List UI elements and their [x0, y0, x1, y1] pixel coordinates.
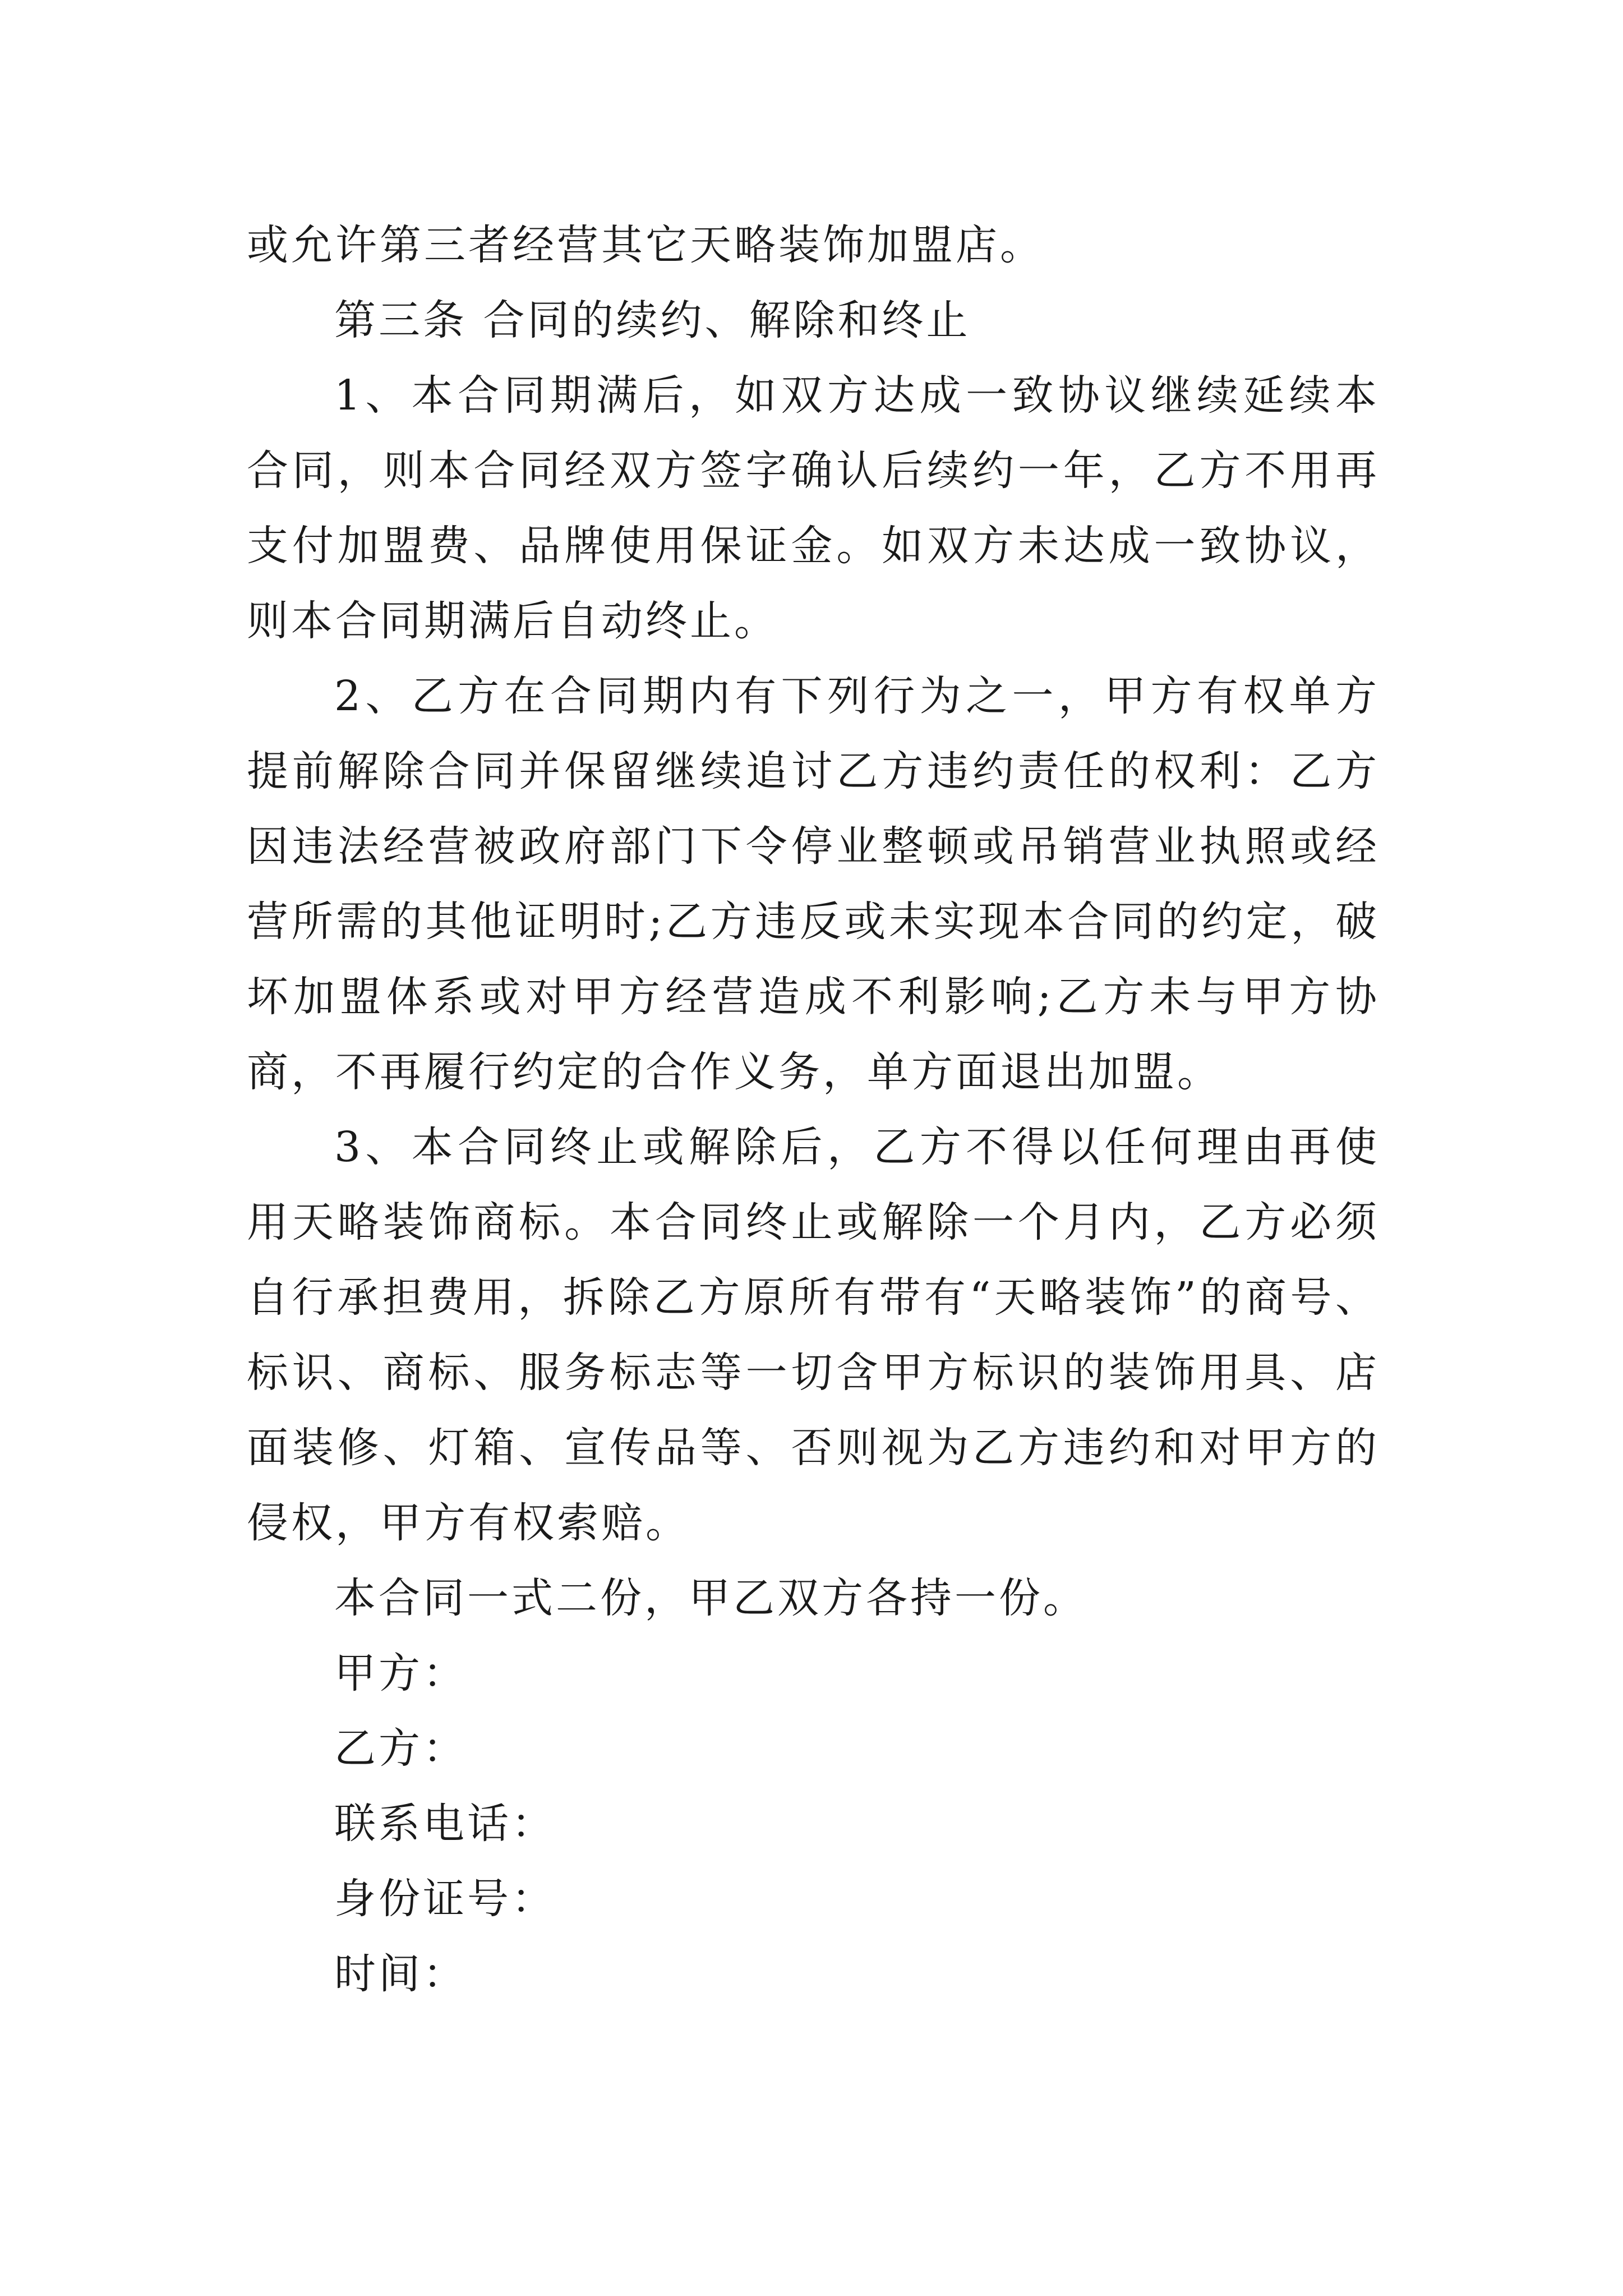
copies-statement: 本合同一式二份，甲乙双方各持一份。 [334, 1574, 1087, 1622]
signature-phone: 联系电话： [334, 1800, 556, 1848]
section-heading-article-3: 第三条 合同的续约、解除和终止 [334, 296, 971, 344]
signature-id-number: 身份证号： [334, 1875, 556, 1923]
document-body [247, 208, 1380, 2012]
clause-2: 2、乙方在合同期内有下列行为之一，甲方有权单方提前解除合同并保留继续追讨乙方违约责任的权利：乙方因违法经营被政府部门下令停业整顿或吊销营业执照或经营所需的其他证明时;乙方违反或未实现本合同的约定，破坏加盟体系或对甲方经营造成不利影响;乙方未与甲方协商，不再履行约定的合作义务，单方面退出加盟。 [247, 672, 1380, 1096]
signature-party-a: 甲方： [334, 1649, 467, 1697]
clause-3: 3、本合同终止或解除后，乙方不得以任何理由再使用天略装饰商标。本合同终止或解除一个月内，乙方必须自行承担费用，拆除乙方原所有带有“天略装饰”的商号、标识、商标、服务标志等一切含甲方标识的装饰用具、店面装修、灯箱、宣传品等、否则视为乙方违约和对甲方的侵权，甲方有权索赔。 [247, 1123, 1380, 1547]
clause-1: 1、本合同期满后，如双方达成一致协议继续延续本合同，则本合同经双方签字确认后续约一年，乙方不用再支付加盟费、品牌使用保证金。如双方未达成一致协议，则本合同期满后自动终止。 [247, 371, 1380, 645]
signature-date: 时间： [334, 1950, 467, 1998]
signature-party-b: 乙方： [334, 1724, 467, 1773]
paragraph-continuation: 或允许第三者经营其它天略装饰加盟店。 [247, 221, 1044, 269]
